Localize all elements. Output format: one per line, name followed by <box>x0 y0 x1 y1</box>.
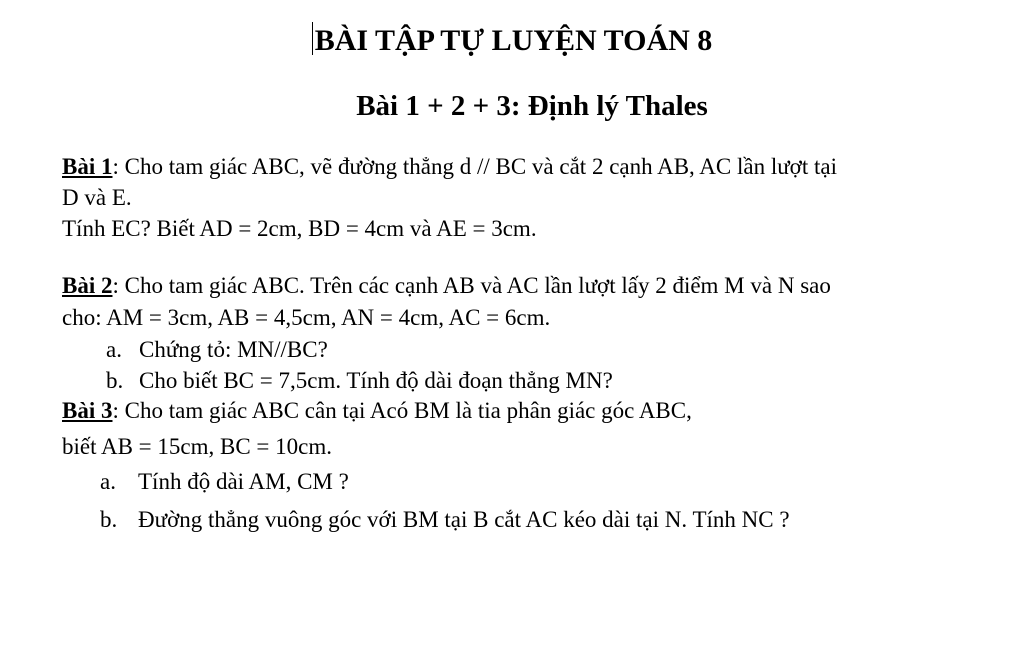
bai1-label: Bài 1 <box>62 154 113 179</box>
bai1-line2: D và E. <box>62 185 132 210</box>
bai3-line2: biết AB = 15cm, BC = 10cm. <box>62 434 332 459</box>
bai3-item-a-letter: a. <box>100 469 116 494</box>
bai3-item-b <box>100 505 790 535</box>
bai3-item-a-text: Tính độ dài AM, CM ? <box>138 469 349 494</box>
bai2-item-a <box>106 335 328 365</box>
bai2-item-a-text: Chứng tỏ: MN//BC? <box>139 337 328 362</box>
document-subtitle: Bài 1 + 2 + 3: Định lý Thales <box>356 90 708 122</box>
bai2-item-b-text: Cho biết BC = 7,5cm. Tính độ dài đoạn thẳng MN? <box>139 368 613 393</box>
bai2-line2: cho: AM = 3cm, AB = 4,5cm, AN = 4cm, AC = 6cm. <box>62 305 551 330</box>
bai2-item-b-letter: b. <box>106 368 124 393</box>
bai2-label: Bài 2 <box>62 273 113 298</box>
bai3-item-b-text: Đường thẳng vuông góc với BM tại B cắt AC kéo dài tại N. Tính NC ? <box>138 507 790 532</box>
bai3-item-b-letter: b. <box>100 507 118 532</box>
bai3-item-a <box>100 467 349 497</box>
bai2-line1-text: : Cho tam giác ABC. Trên các cạnh AB và AC lần lượt lấy 2 điểm M và N sao <box>112 273 831 298</box>
bai2-item-b <box>106 366 613 396</box>
bai1-line1-text: : Cho tam giác ABC, vẽ đường thẳng d // BC và cắt 2 cạnh AB, AC lần lượt tại <box>112 154 837 179</box>
document-title <box>0 22 1024 59</box>
bai3-line1 <box>62 396 692 426</box>
bai3-label: Bài 3 <box>62 398 113 423</box>
bai2-item-a-letter: a. <box>106 337 122 362</box>
bai2-line1 <box>62 271 831 301</box>
bai3-line1-text: : Cho tam giác ABC cân tại Acó BM là tia phân giác góc ABC, <box>112 398 692 423</box>
text-cursor <box>312 22 313 55</box>
document-title-text: BÀI TẬP TỰ LUYỆN TOÁN 8 <box>314 24 713 57</box>
bai1-line3: Tính EC? Biết AD = 2cm, BD = 4cm và AE = 3cm. <box>62 216 537 241</box>
bai1-line1 <box>62 152 837 182</box>
